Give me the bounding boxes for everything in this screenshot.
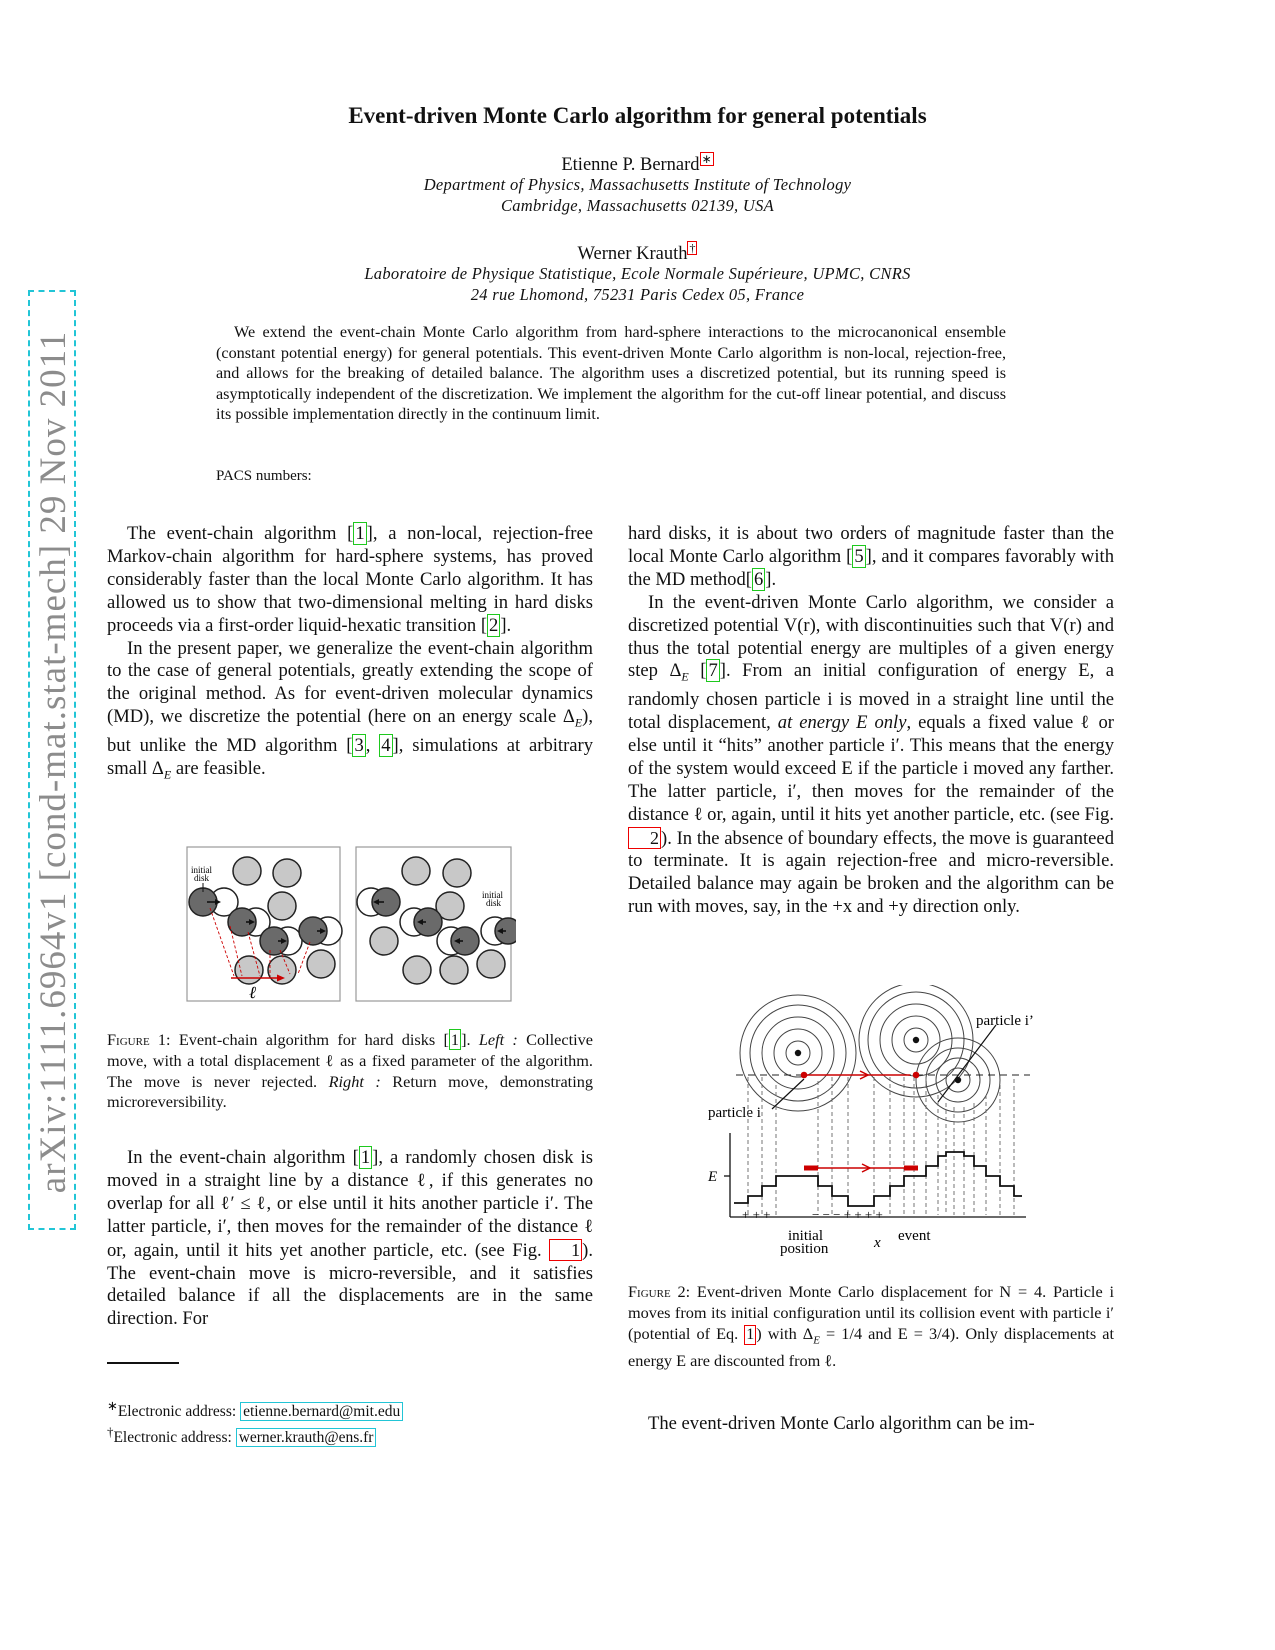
- right-column-bottom: [628, 1413, 1114, 1436]
- citation-link[interactable]: 1: [450, 1030, 460, 1049]
- paragraph-intro: The event-chain algorithm [ 1 ], a non-local, rejection-free Markov-chain algorithm for hard-sphere systems, has proved considerably faster than the local Monte Carlo algorithm. It has allowed us to show that two-dimensional melting in hard disks proceeds via a first-order liquid-hexatic transition [ 2 ].: [107, 523, 593, 636]
- citation-link[interactable]: 7: [708, 660, 718, 682]
- equation-link[interactable]: 1: [746, 1325, 755, 1343]
- affiliation-2-line1: Laboratoire de Physique Statistique, Ecole Normale Supérieure, UPMC, CNRS: [364, 264, 911, 283]
- particle-i-prime-label: particle i’: [976, 1013, 1034, 1029]
- energy-axis-label: E: [708, 1169, 718, 1185]
- figure-2: [700, 985, 1040, 1260]
- figure-2-caption: Figure 2: Event-driven Monte Carlo displacement for N = 4. Particle i moves from its initial configuration until its collision event with particle i′ (potential of Eq. 1 ) with $\Delta_E = 1/4$ and E = 3/4). Only displacements at energy E are discounted from ℓ.: [628, 1282, 1114, 1370]
- citation-link[interactable]: 1: [360, 1147, 371, 1168]
- citation-link[interactable]: 3: [354, 734, 364, 756]
- author-2-footnote-link[interactable]: †: [689, 241, 696, 255]
- figure-link[interactable]: 2: [628, 827, 661, 849]
- initial-position-label: position: [780, 1241, 829, 1257]
- paragraph-event-chain: In the event-chain algorithm [ 1 ], a randomly chosen disk is moved in a straight line by a distance ℓ, if this generates no overlap for all ℓ′ ≤ ℓ, or else until it hits another particle i′. The latter particle, i′, then moves for the remainder of the distance ℓ or, again, until it hits yet another particle, etc. (see Fig. 1 ). The event-chain move is micro-reversible, and it satisfies detailed balance if all the displacements are in the same direction. For: [107, 1147, 593, 1330]
- abstract: We extend the event-chain Monte Carlo algorithm from hard-sphere interactions to the microcanonical ensemble (constant potential energy) for general potentials. This event-driven Monte Carlo algorithm is non-local, rejection-free, and allows for the breaking of detailed balance. The algorithm uses a discretized potential, but its running speed is asymptotically independent of the discretization. We implement the algorithm for the cut-off linear potential, and discuss its possible implementation directly in the continuum limit.: [216, 323, 1006, 424]
- ell-label: ℓ: [249, 983, 257, 1002]
- author-2-name: Werner Krauth: [577, 244, 688, 265]
- paragraph-implementation: The event-driven Monte Carlo algorithm can be im-: [648, 1413, 1035, 1434]
- citation-link[interactable]: 2: [489, 614, 499, 636]
- footnotes: [107, 1396, 403, 1448]
- sign-markers: + + +: [742, 1207, 771, 1222]
- right-column-top: [628, 523, 1114, 919]
- paper-title: Event-driven Monte Carlo algorithm for general potentials: [348, 103, 927, 128]
- initial-disk-label: initial: [191, 865, 212, 875]
- particle-i-label: particle i: [708, 1105, 761, 1121]
- email-link[interactable]: werner.krauth@ens.fr: [236, 1428, 377, 1447]
- author-1-footnote-link[interactable]: ∗: [701, 152, 712, 166]
- paragraph-scope: In the present paper, we generalize the event-chain algorithm to the case of general potentials, greatly extending the scope of the original method. As for event-driven molecular dynamics (MD), we discretize the potential (here on an energy scale $\Delta_E$), but unlike the MD algorithm [ 3 , 4 ], simulations at arbitrary small $\Delta_E$ are feasible.: [107, 637, 594, 782]
- left-column-bottom: [107, 1147, 593, 1331]
- email-link[interactable]: etienne.bernard@mit.edu: [240, 1402, 403, 1421]
- affiliation-1-line2: Cambridge, Massachusetts 02139, USA: [500, 196, 775, 215]
- figure-1-caption: Figure 1: Event-chain algorithm for hard disks [ 1 ]. Left : Collective move, with a total displacement ℓ as a fixed parameter of the algorithm. The move is never rejected. Right : Return move, demonstrating microreversibility.: [107, 1030, 594, 1112]
- footnote-rule: [107, 1362, 179, 1364]
- citation-link[interactable]: 4: [381, 734, 391, 756]
- arxiv-identifier: arXiv:1111.6964v1 [cond-mat.stat-mech] 29 Nov 2011: [33, 330, 74, 1194]
- figure-1: [186, 846, 516, 1004]
- citation-link[interactable]: 6: [753, 568, 764, 590]
- event-label: event: [898, 1228, 931, 1244]
- author-1-name: Etienne P. Bernard: [561, 155, 700, 176]
- x-axis-label: x: [874, 1235, 881, 1251]
- footnote-2: †Electronic address: werner.krauth@ens.fr: [107, 1422, 403, 1448]
- citation-link[interactable]: 1: [355, 523, 365, 544]
- footnote-1: ∗Electronic address: etienne.bernard@mit.edu: [107, 1396, 403, 1422]
- author-2: [150, 241, 1125, 265]
- citation-link[interactable]: 5: [854, 545, 864, 567]
- paragraph-event-driven: In the event-driven Monte Carlo algorithm, we consider a discretized potential V(r), with discontinuities such that V(r) and thus the total potential energy are multiples of a given energy step $\Delta_E$ [ 7 ]. From an initial configuration of energy E, a randomly chosen particle i is moved in a straight line until the total displacement, at energy E only, equals a fixed value ℓ or else until it “hits” another particle i′. This means that the energy of the system would exceed E if the particle i moved any farther. The latter particle, i′, then moves for the remainder of the distance ℓ or, again, until it hits yet another particle, etc. (see Fig. 2 ). In the absence of boundary effects, the move is guaranteed to terminate. It is again rejection-free and micro-reversible. Detailed balance may again be broken and the algorithm can be run with moves, say, in the +x and +y direction only.: [628, 591, 1115, 918]
- paragraph-continued: hard disks, it is about two orders of magnitude faster than the local Monte Carlo algorithm [ 5 ], and it compares favorably with the MD method[ 6 ].: [628, 523, 1114, 590]
- left-column-top: [107, 523, 593, 786]
- sign-markers: − − − + + + +: [812, 1207, 883, 1222]
- affiliation-1-line1: Department of Physics, Massachusetts Institute of Technology: [423, 175, 852, 194]
- pacs-numbers: PACS numbers:: [216, 468, 312, 484]
- affiliation-2-line2: 24 rue Lhomond, 75231 Paris Cedex 05, France: [470, 285, 805, 304]
- figure-link[interactable]: 1: [549, 1239, 582, 1261]
- author-1: [150, 152, 1125, 176]
- initial-disk-label: disk: [194, 873, 210, 883]
- initial-disk-label: initial: [482, 890, 503, 900]
- arxiv-stamp[interactable]: [28, 290, 76, 1230]
- initial-position-label: initial: [788, 1228, 823, 1244]
- initial-disk-label: disk: [486, 898, 502, 908]
